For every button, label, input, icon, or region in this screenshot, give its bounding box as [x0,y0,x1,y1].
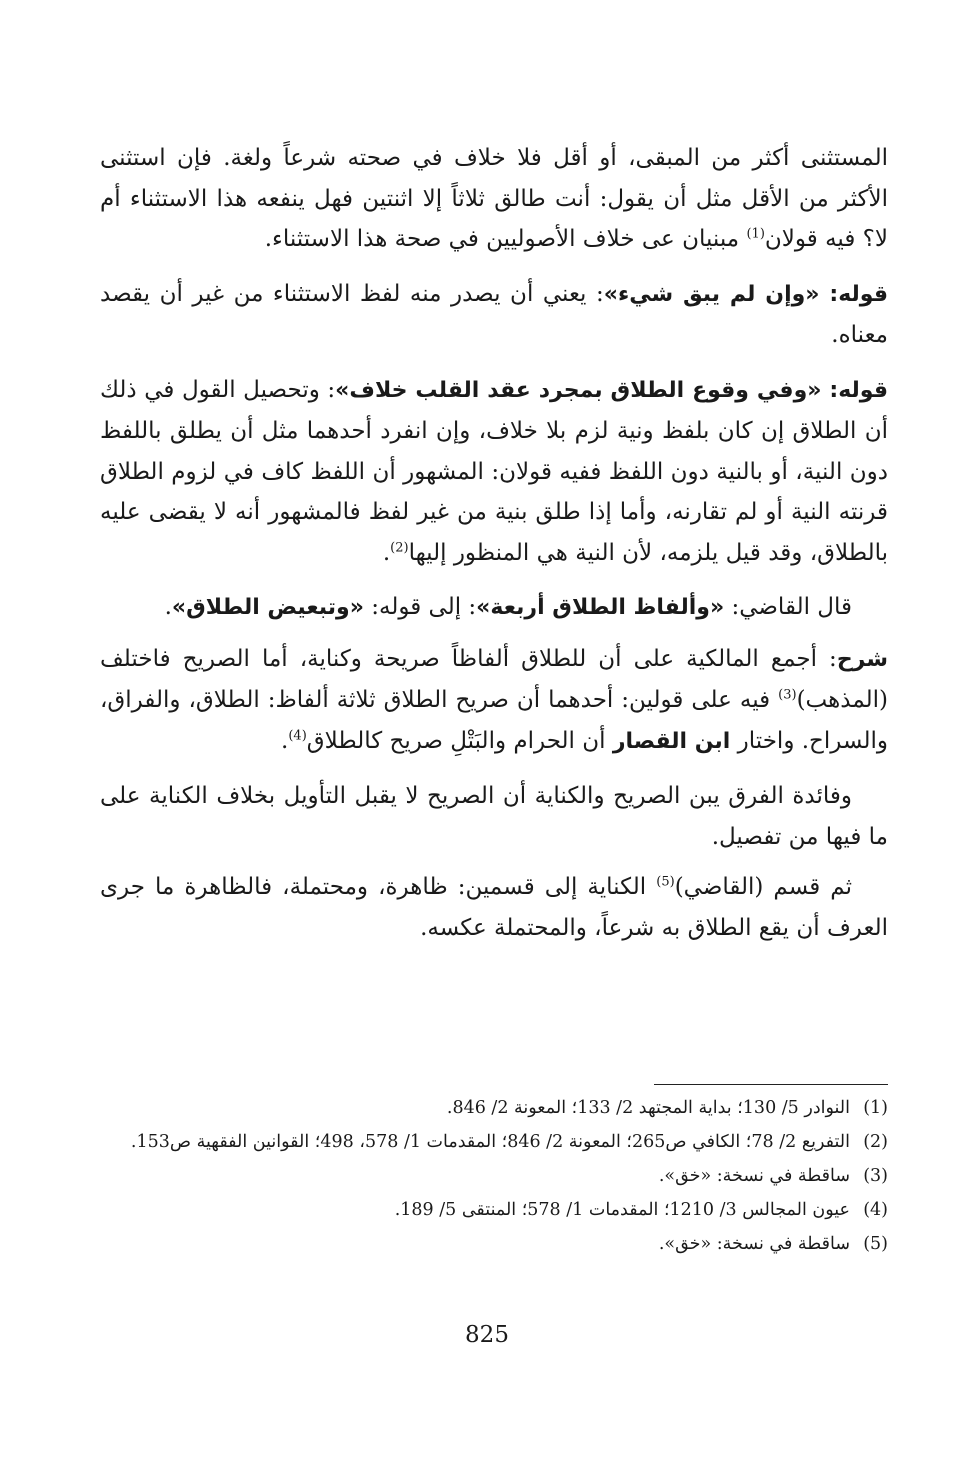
footnote-ref-1[interactable]: (1) [746,226,765,242]
footnote-text: ساقطة في نسخة: «خق». [658,1234,850,1254]
footnote-number: (4) [863,1200,888,1220]
paragraph-4 [100,587,888,629]
quoted-phrase: «وإن لم يبق شيء» [603,281,820,307]
paragraph-text: الكناية إلى قسمين: ظاهرة، ومحتملة، فالظاهرة ما جرى العرف أن يقع الطلاق به شرعاً، والمحتملة عكسه. [100,874,888,941]
footnote-number: (2) [863,1132,888,1152]
paragraph-text: : إلى قوله: [363,594,477,620]
paragraph-text: . [382,539,391,566]
quoted-phrase: «وتبعيض الطلاق» [171,595,364,620]
paragraph-3 [100,370,888,574]
footnote-2 [100,1128,888,1157]
commentary-heading: شرح [836,646,888,672]
footnote-text: النوادر 5/ 130؛ بداية المجتهد 2/ 133؛ المعونة 2/ 846. [446,1098,850,1118]
paragraph-text: قال القاضي: [724,594,852,620]
quote-lead: قوله: [821,377,888,403]
footnote-number: (3) [863,1166,888,1186]
footnote-ref-3[interactable]: (3) [778,687,797,703]
footnote-text: عيون المجالس 3/ 1210؛ المقدمات 1/ 578؛ المنتقى 5/ 189. [394,1200,850,1220]
quoted-phrase: «وألفاظ الطلاق أربعة» [476,595,725,620]
paragraph-text: ثم قسم (القاضي) [674,874,853,900]
footnote-text: التفريع 2/ 78؛ الكافي ص265؛ المعونة 2/ 846؛ المقدمات 1/ 578، 498؛ القوانين الفقهية ص153. [130,1132,850,1152]
page-number: 825 [465,1322,509,1348]
paragraph-text: وفائدة الفرق يبن الصريح والكناية أن الصريح لا يقبل التأويل بخلاف الكناية على ما فيها من تفصيل. [100,783,888,850]
footnote-text: ساقطة في نسخة: «خق». [658,1166,850,1186]
paragraph-text: . [281,727,289,754]
paragraph-text: المستثنى أكثر من المبقى، أو أقل فلا خلاف في صحته شرعاً ولغة. فإن استثنى الأكثر من الأقل مثل أن يقول: أنت طالق ثلاثاً إلا اثنتين فهل ينفعه هذا الاستثناء أم لا؟ فيه قولان [100,145,888,252]
paragraph-text: أن الحرام والبَتْلِ صريح كالطلاق [306,727,613,754]
paragraph-text: : أجمع المالكية على أن للطلاق ألفاظاً صريحة وكناية، أما الصريح فاختلف (المذهب) [100,645,888,713]
paragraph-text: : يعني أن يصدر منه لفظ الاستثناء من غير أن يقصد معناه. [100,280,888,348]
footnote-number: (5) [863,1234,888,1254]
paragraph-2 [100,274,888,356]
paragraph-1 [100,138,888,260]
quoted-phrase: «وفي وقوع الطلاق بمجرد عقد القلب خلاف» [335,377,822,403]
paragraph-text: مبنيان عى خلاف الأصوليين في صحة هذا الاستثناء. [264,226,747,252]
footnote-ref-4[interactable]: (4) [288,727,307,743]
footnote-number: (1) [863,1098,888,1118]
footnote-divider [654,1084,888,1085]
footnote-5 [100,1230,888,1259]
footnote-1 [100,1094,888,1123]
footnote-ref-5[interactable]: (5) [656,874,675,890]
paragraph-6 [100,776,888,857]
scholar-name: ابن القصار [612,728,731,754]
footnotes [100,1094,888,1264]
paragraph-text: . [164,594,172,620]
quote-lead: قوله: [819,281,888,307]
paragraph-5 [100,639,888,763]
paragraph-text: : وتحصيل القول في ذلك أن الطلاق إن كان بلفظ ونية لزم بلا خلاف، وإن انفرد أحدهما مثل أن يطلق باللفظ دون النية، أو بالنية دون اللفظ ففيه قولان: المشهور أن اللفظ كاف في لزوم الطلاق قرنته النية أو لم تقارنه، وأما إذا طلق بنية من غير لفظ فالمشهور أنه لا يقضى عليه بالطلاق، وقد قيل يلزمه، لأن النية هي المنظور إليها [100,376,888,566]
main-text [100,138,888,962]
footnote-ref-2[interactable]: (2) [390,539,409,555]
footnote-4 [100,1196,888,1225]
footnote-3 [100,1162,888,1191]
paragraph-text: فيه على قولين: أحدهما أن صريح الطلاق ثلاثة ألفاظ: الطلاق، والفراق، والسراح. واختار [100,687,888,754]
paragraph-7 [100,867,888,948]
